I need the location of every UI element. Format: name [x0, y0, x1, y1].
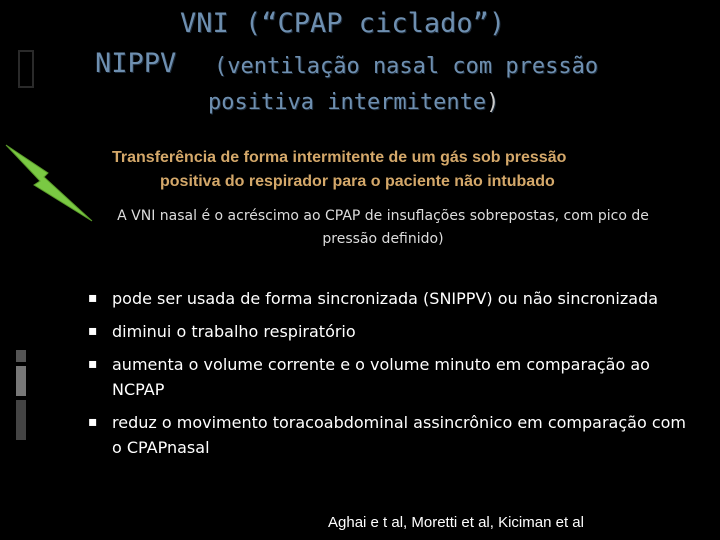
title-line3-text: positiva intermitente	[208, 90, 487, 115]
bullet-list	[88, 286, 688, 468]
slide-title-acronym: NIPPV	[95, 48, 177, 79]
list-item	[88, 286, 688, 311]
list-item	[88, 319, 688, 344]
decor-side-1	[16, 350, 26, 362]
description: A VNI nasal é o acréscimo ao CPAP de insuflações sobrepostas, com pico de pressão definido)	[117, 208, 649, 247]
decor-side-3	[16, 400, 26, 440]
decor-side-2	[16, 366, 26, 396]
bullet-text: pode ser usada de forma sincronizada (SNIPPV) ou não sincronizada	[112, 289, 659, 308]
citation: Aghai e t al, Moretti et al, Kiciman et al	[328, 514, 584, 531]
bullet-text: aumenta o volume corrente e o volume minuto em comparação ao NCPAP	[112, 355, 650, 399]
square-bullet-icon: ▪	[88, 356, 98, 372]
square-bullet-icon: ▪	[88, 414, 98, 430]
bullet-text: diminui o trabalho respiratório	[112, 322, 356, 341]
lightning-bolt-icon	[4, 143, 94, 223]
square-bullet-icon: ▪	[88, 323, 98, 339]
slide-title-line1: VNI (“CPAP ciclado”)	[180, 8, 506, 39]
square-bullet-icon: ▪	[88, 290, 98, 306]
bullet-text: reduz o movimento toracoabdominal assincrônico em comparação com o CPAPnasal	[112, 413, 686, 457]
title-close-paren: )	[486, 90, 500, 115]
list-item	[88, 352, 688, 402]
subtitle-line1: Transferência de forma intermitente de um gás sob pressão	[112, 149, 567, 166]
subtitle	[112, 146, 672, 194]
subtitle-line2: positiva do respirador para o paciente não intubado	[160, 173, 555, 190]
list-item	[88, 410, 688, 460]
slide-title-line2: (ventilação nasal com pressão	[214, 54, 599, 79]
slide-title-line3	[208, 90, 499, 115]
decor-bar	[18, 50, 34, 88]
